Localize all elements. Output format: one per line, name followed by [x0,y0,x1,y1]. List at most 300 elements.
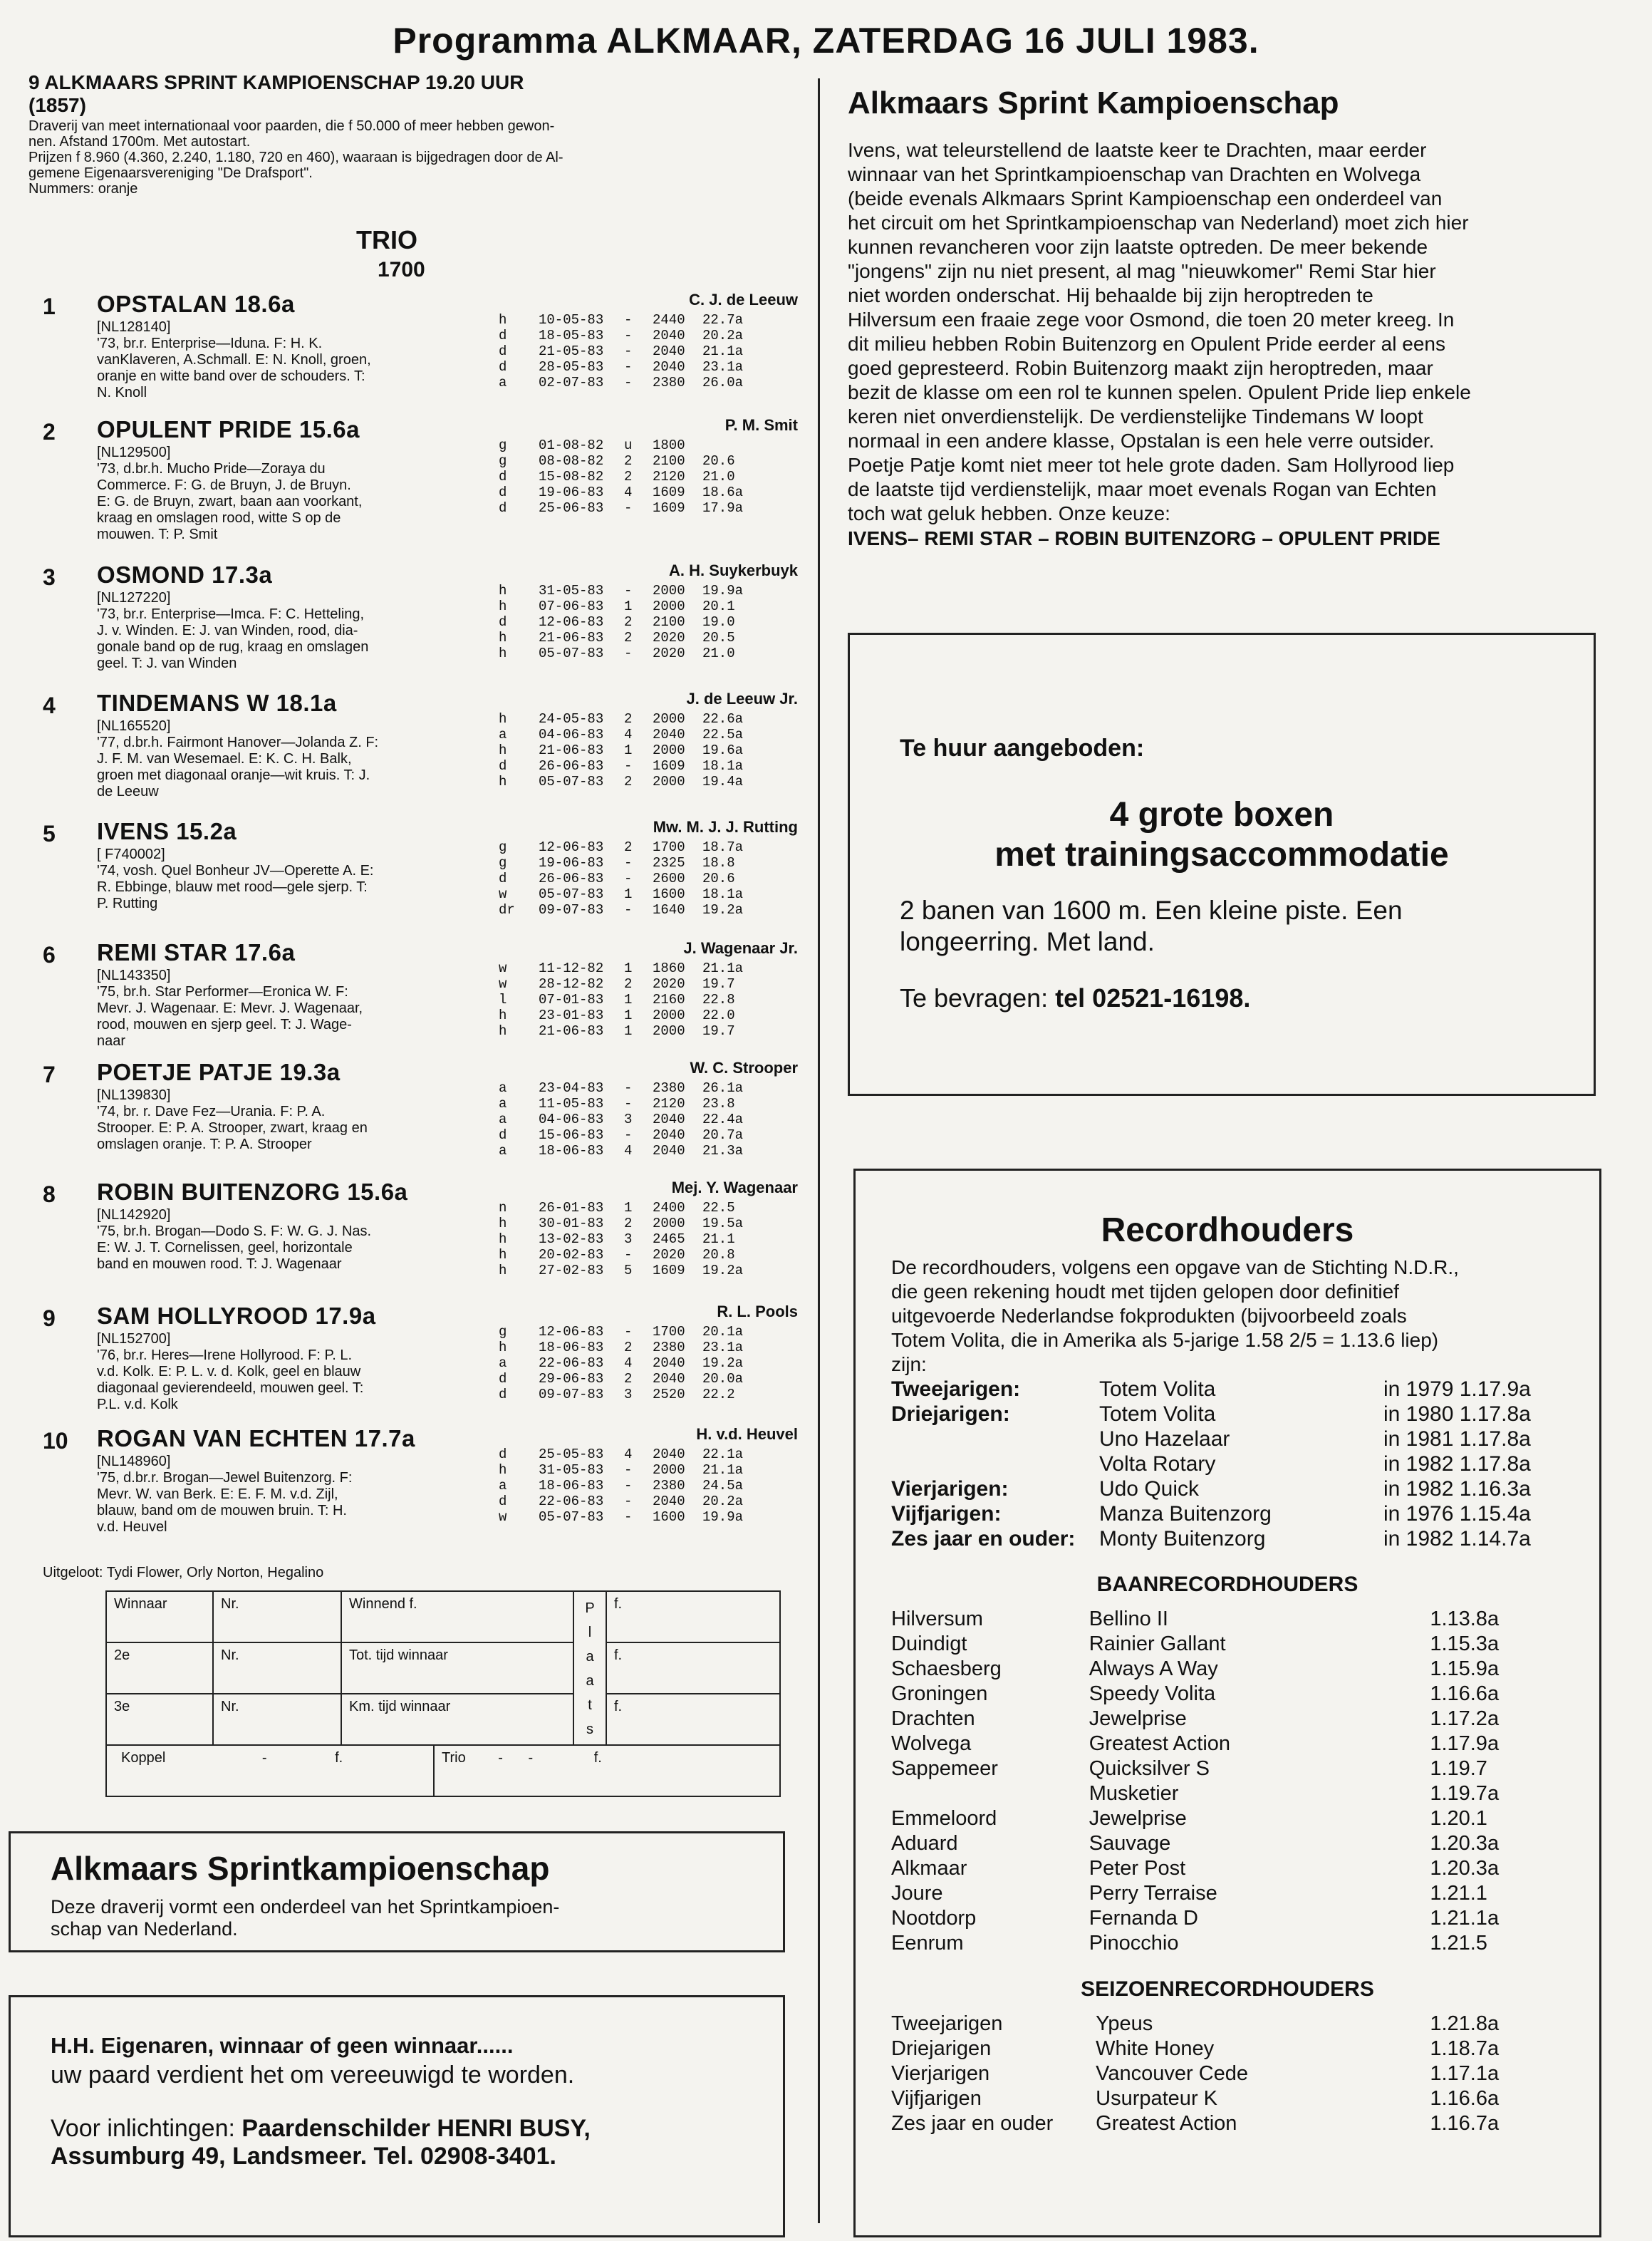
entry-number: 2 [43,419,56,445]
record-horse: Usurpateur K [1096,2087,1217,2110]
age-record-row [891,1427,1564,1451]
record-horse: Musketier [1089,1782,1179,1805]
track-code: d [499,1387,507,1402]
record-horse: Vancouver Cede [1096,2062,1249,2085]
race-distance: 2440 [653,312,685,328]
race-distance: 2120 [653,1096,685,1112]
placing: 2 [624,453,633,469]
race-date: 29-06-83 [539,1371,604,1387]
record-time: 1.15.3a [1430,1632,1500,1655]
performance-row [499,1494,798,1509]
winner-nr-cell [214,1592,342,1643]
koppel-cell [107,1746,435,1797]
race-date: 22-06-83 [539,1355,604,1371]
track-code: a [499,375,507,390]
performance-row [499,886,798,902]
placing: 2 [624,976,633,992]
performance-row [499,438,798,453]
placing: 2 [624,614,633,630]
track-code: h [499,1216,507,1231]
trio-f: f. [593,1750,602,1766]
race-distance: 2040 [653,1446,685,1462]
description-line: [NL129500] [97,445,171,460]
trainer-name: H. v.d. Heuvel [696,1425,798,1443]
race-distance: 2040 [653,1355,685,1371]
track-code: w [499,961,507,976]
track-code: h [499,1231,507,1247]
description-line: omslagen oranje. T: P. A. Strooper [97,1137,312,1152]
race-time: 21.0 [702,646,735,661]
performance-row [499,774,798,790]
record-time: 1.20.3a [1430,1857,1500,1880]
track-code: w [499,976,507,992]
age-record-row [891,1377,1564,1402]
painter-ad-line1: H.H. Eigenaren, winnaar of geen winnaar...... [51,2033,514,2058]
race-distance: 2100 [653,614,685,630]
description-line: [ F740002] [97,847,165,862]
article-line: toch wat geluk hebben. Onze keuze: [848,502,1170,524]
record-time: 1.16.6a [1430,1682,1500,1705]
performance-list [499,839,798,918]
track-code: a [499,1143,507,1159]
record-time: 1.17.2a [1430,1707,1500,1730]
race-date: 11-05-83 [539,1096,604,1112]
track-code: h [499,1023,507,1039]
placing: 2 [624,1371,633,1387]
description-line: [NL152700] [97,1331,171,1347]
horse-description [97,847,517,912]
performance-row [499,961,798,976]
performance-row [499,1143,798,1159]
age-category: Tweejarigen [891,2012,1003,2035]
age-category [891,1451,1099,1476]
place-letter: a [586,1673,594,1689]
rental-ad-headline-1: 4 grote boxen [1109,796,1334,834]
article-pick: IVENS– REMI STAR – ROBIN BUITENZORG – OPULENT PRIDE [848,527,1440,549]
performance-row [499,1127,798,1143]
race-time: 20.1a [702,1324,744,1340]
track-code: d [499,871,507,886]
sprint-info-box [9,1831,785,1952]
age-category: Vijfjarigen: [891,1502,1002,1526]
km-time-cell [342,1694,574,1746]
track-code: d [499,500,507,516]
performance-row [499,375,798,390]
article-title: Alkmaars Sprint Kampioenschap [848,86,1339,120]
description-line: [NL143350] [97,968,171,983]
race-distance: 2040 [653,1494,685,1509]
race-time: 23.1a [702,1340,744,1355]
placing: 1 [624,1023,633,1039]
description-line: '75, d.br.r. Brogan—Jewel Buitenzorg. F: [97,1470,353,1486]
race-date: 13-02-83 [539,1231,604,1247]
performance-row [499,599,798,614]
race-distance: 2000 [653,711,685,727]
koppel-f: f. [335,1750,343,1766]
record-horse: Sauvage [1089,1832,1171,1855]
place-letter: P [585,1600,595,1616]
track-name [891,1781,1089,1806]
race-distance: 2000 [653,599,685,614]
description-line: E: G. de Bruyn, zwart, baan aan voorkant, [97,494,363,509]
winner-label: Winnaar [114,1596,167,1612]
painter-ad-address: Assumburg 49, Landsmeer. Tel. 02908-3401. [51,2143,556,2170]
track-code: a [499,727,507,742]
record-horse: Rainier Gallant [1089,1632,1226,1655]
description-line: [NL165520] [97,718,171,734]
rental-ad-detail-1: 2 banen van 1600 m. Een kleine piste. Een [900,896,1403,925]
performance-row [499,485,798,500]
season-records-heading: SEIZOENRECORDHOUDERS [1081,1977,1374,2001]
race-distance: 2000 [653,1216,685,1231]
race-time: 21.0 [702,469,735,485]
race-date: 12-06-83 [539,839,604,855]
track-name: Nootdorp [891,1907,977,1930]
nr-label: Nr. [221,1596,239,1612]
article-line: (beide evenals Alkmaars Sprint Kampioenschap een onderdeel van [848,187,1443,209]
race-time: 19.2a [702,1263,744,1278]
performance-row [499,1080,798,1096]
track-code: w [499,1509,507,1525]
track-code: g [499,839,507,855]
race-time: 20.6 [702,453,735,469]
performance-row [499,855,798,871]
entry-4 [43,690,798,818]
track-code: dr [499,902,515,918]
trio-label: Trio [442,1750,466,1766]
description-line: Mevr. W. van Berk. E: E. F. M. v.d. Zijl, [97,1486,338,1502]
third-nr-cell [214,1694,342,1746]
age-record-row [891,1451,1564,1476]
placing: - [624,758,633,774]
track-name: Emmeloord [891,1807,997,1830]
track-code: h [499,630,507,646]
race-time: 22.4a [702,1112,744,1127]
season-record-row [891,2086,1564,2111]
performance-list [499,711,798,790]
record-time: in 1976 1.15.4a [1383,1502,1531,1526]
placing: 4 [624,1143,633,1159]
description-line: diagonaal gevierendeeld, mouwen geel. T: [97,1380,364,1396]
place-letter: t [588,1697,592,1713]
race-distance: 2000 [653,1008,685,1023]
trainer-name: P. M. Smit [724,416,798,434]
race-distance: 2040 [653,343,685,359]
track-code: d [499,469,507,485]
track-code: d [499,328,507,343]
article-line: winnaar van het Sprintkampioenschap van Drachten en Wolvega [848,163,1421,185]
placing: 5 [624,1263,633,1278]
race-date: 18-06-83 [539,1478,604,1494]
placing: - [624,855,633,871]
performance-row [499,839,798,855]
record-horse: Greatest Action [1089,1732,1231,1755]
performance-row [499,711,798,727]
track-code: g [499,1324,507,1340]
records-intro-line: die geen rekening houdt met tijden gelopen door definitief [891,1280,1399,1303]
race-date: 19-06-83 [539,485,604,500]
entry-3 [43,561,798,690]
performance-row [499,1112,798,1127]
season-records [891,2012,1564,2136]
performance-row [499,312,798,328]
race-date: 05-07-83 [539,886,604,902]
race-date: 10-05-83 [539,312,604,328]
race-distance: 2040 [653,328,685,343]
records-intro-line: Totem Volita, die in Amerika als 5-jarige 1.58 2/5 = 1.13.6 liep) [891,1329,1439,1351]
record-time: 1.21.1a [1430,1907,1500,1930]
description-line: de Leeuw [97,784,159,799]
track-code: h [499,1462,507,1478]
track-code: d [499,614,507,630]
season-record-row [891,2061,1564,2086]
horse-description [97,1207,517,1273]
record-time: in 1980 1.17.8a [1383,1402,1531,1426]
track-name: Schaesberg [891,1657,1002,1680]
performance-row [499,500,798,516]
placing: 1 [624,1200,633,1216]
entry-2 [43,416,798,544]
description-line: blauw, band om de mouwen bruin. T: H. [97,1503,347,1518]
race-time: 22.5a [702,727,744,742]
performance-row [499,1355,798,1371]
track-record-row [891,1632,1564,1657]
article-line: keren niet onverdienstelijk. De verdienstelijke Tindemans W loopt [848,405,1423,428]
race-time: 18.7a [702,839,744,855]
trainer-name: Mw. M. J. J. Rutting [653,818,798,836]
track-record-row [891,1906,1564,1931]
placing: - [624,871,633,886]
race-time: 19.2a [702,902,744,918]
performance-list [499,961,798,1039]
race-time: 20.2a [702,1494,744,1509]
entry-number: 1 [43,294,56,319]
performance-row [499,343,798,359]
track-name: Joure [891,1882,943,1905]
placing: - [624,1478,633,1494]
article-line: bezit de klasse om een rol te kunnen spelen. Opulent Pride liep enkele [848,381,1471,403]
placing: u [624,438,633,453]
race-distance: 1700 [653,839,685,855]
horse-name: TINDEMANS W 18.1a [97,690,337,716]
track-code: h [499,1008,507,1023]
description-line: J. v. Winden. E: J. van Winden, rood, dia- [97,623,358,638]
nr-label: Nr. [221,1699,239,1714]
horse-name: ROGAN VAN ECHTEN 17.7a [97,1425,415,1451]
placing: - [624,343,633,359]
track-record-row [891,1931,1564,1956]
description-line: '77, d.br.h. Fairmont Hanover—Jolanda Z. F: [97,735,379,750]
race-time: 21.3a [702,1143,744,1159]
race-distance: 1700 [378,258,425,281]
article-line: Poetje Patje komt niet meer tot hele grote daden. Sam Hollyrood liep [848,454,1455,476]
track-code: a [499,1478,507,1494]
age-record-row [891,1526,1564,1551]
record-time: 1.20.3a [1430,1832,1500,1855]
race-distance: 2000 [653,774,685,790]
performance-row [499,1446,798,1462]
track-code: w [499,886,507,902]
race-distance: 1609 [653,1263,685,1278]
description-line: E: W. J. T. Cornelissen, geel, horizontale [97,1240,353,1256]
placing: 1 [624,742,633,758]
placing: 2 [624,774,633,790]
track-code: h [499,599,507,614]
payout-f: f. [614,1596,623,1612]
race-date: 20-02-83 [539,1247,604,1263]
column-divider [818,78,820,2223]
sprint-info-line: schap van Nederland. [51,1918,238,1940]
performance-row [499,1509,798,1525]
record-horse: Greatest Action [1096,2112,1237,2135]
description-line: P. Rutting [97,896,158,911]
record-horse: White Honey [1096,2037,1215,2060]
race-distance: 2120 [653,469,685,485]
performance-row [499,453,798,469]
track-record-row [891,1732,1564,1756]
race-time: 26.0a [702,375,744,390]
placing: - [624,1324,633,1340]
entry-6 [43,939,798,1067]
description-line: '75, br.h. Brogan—Dodo S. F: W. G. J. Nas. [97,1223,372,1239]
winner-payout-cell [342,1592,574,1643]
entry-number: 7 [43,1062,56,1087]
record-time: 1.16.6a [1430,2087,1500,2110]
track-code: n [499,1200,507,1216]
record-time: 1.13.8a [1430,1608,1500,1630]
rental-ad-details [900,895,1544,958]
race-time: 23.8 [702,1096,735,1112]
race-time: 17.9a [702,500,744,516]
description-line: P.L. v.d. Kolk [97,1397,178,1412]
track-code: d [499,1371,507,1387]
painter-ad-line2: uw paard verdient het om vereeuwigd te worden. [51,2061,575,2089]
race-distance: 2040 [653,1143,685,1159]
race-date: 21-06-83 [539,742,604,758]
performance-row [499,1387,798,1402]
placing: - [624,312,633,328]
placing: 3 [624,1112,633,1127]
entry-10 [43,1425,798,1553]
track-code: g [499,438,507,453]
race-date: 18-05-83 [539,328,604,343]
entry-7 [43,1059,798,1187]
placing: - [624,375,633,390]
performance-row [499,1247,798,1263]
placing: 1 [624,961,633,976]
age-record-row [891,1501,1564,1526]
performance-row [499,1216,798,1231]
description-line: band en mouwen rood. T: J. Wagenaar [97,1256,342,1272]
rental-ad-headline [900,795,1544,875]
performance-row [499,469,798,485]
track-name: Eenrum [891,1932,964,1955]
race-time: 21.1a [702,1462,744,1478]
trainer-name: Mej. Y. Wagenaar [671,1179,798,1196]
track-code: d [499,1494,507,1509]
track-record-row [891,1831,1564,1856]
race-time [702,438,767,453]
race-date: 23-01-83 [539,1008,604,1023]
record-horse: Perry Terraise [1089,1882,1217,1905]
painter-ad-line3 [51,2115,743,2143]
race-date: 28-05-83 [539,359,604,375]
place-letter: a [586,1649,594,1665]
race-time: 21.1a [702,343,744,359]
performance-row [499,328,798,343]
performance-list [499,583,798,661]
placing: - [624,1462,633,1478]
track-code: a [499,1080,507,1096]
race-time: 19.9a [702,1509,744,1525]
placing: 2 [624,711,633,727]
preview-article [848,86,1603,550]
second-nr-cell [214,1643,342,1694]
koppel-dash: - [261,1750,267,1766]
horse-name: OPSTALAN 18.6a [97,291,295,317]
race-date: 22-06-83 [539,1494,604,1509]
race-date: 25-05-83 [539,1446,604,1462]
description-line: '73, br.r. Enterprise—Imca. F: C. Hetteling, [97,606,365,622]
record-horse: Jewelprise [1089,1707,1187,1730]
performance-row [499,1462,798,1478]
age-category: Zes jaar en ouder: [891,1527,1076,1551]
rental-ad-detail-2: longeerring. Met land. [900,927,1155,956]
article-line: Hilversum een fraaie zege voor Osmond, die toen 20 meter kreeg. In [848,309,1455,331]
performance-list [499,1324,798,1402]
race-time: 21.1 [702,1231,735,1247]
article-line: niet worden onderschat. Hij behaalde bij zijn heroptreden te [848,284,1373,306]
total-time-cell [342,1643,574,1694]
race-time: 22.2 [702,1387,735,1402]
track-code: d [499,1127,507,1143]
track-code: d [499,1446,507,1462]
record-time: 1.17.9a [1430,1732,1500,1755]
place-payout-2 [607,1643,781,1694]
entry-number: 4 [43,693,56,718]
track-code: a [499,1096,507,1112]
horse-name: ROBIN BUITENZORG 15.6a [97,1179,408,1205]
trio-dash: - [528,1750,534,1766]
entry-5 [43,818,798,946]
placing: - [624,328,633,343]
horse-name: POETJE PATJE 19.3a [97,1059,341,1085]
race-time: 19.7 [702,976,735,992]
place-letter: s [586,1722,593,1737]
record-horse: Quicksilver S [1089,1757,1210,1780]
track-code: h [499,774,507,790]
race-date: 31-05-83 [539,583,604,599]
performance-row [499,630,798,646]
race-time: 20.2a [702,328,744,343]
race-distance: 2020 [653,646,685,661]
horse-name: REMI STAR 17.6a [97,939,296,966]
second-label-cell [107,1643,214,1694]
race-condition-line: Prijzen f 8.960 (4.360, 2.240, 1.180, 720 en 460), waaraan is bijgedragen door de Al- [28,150,563,165]
placing: 3 [624,1231,633,1247]
bet-type: TRIO [356,225,417,254]
race-conditions [28,118,784,197]
race-time: 18.1a [702,758,744,774]
track-records-heading: BAANRECORDHOUDERS [1096,1573,1359,1596]
race-time: 22.6a [702,711,744,727]
race-distance: 2600 [653,871,685,886]
trainer-name: J. de Leeuw Jr. [686,690,798,708]
race-time: 20.8 [702,1247,735,1263]
description-line: groen met diagonaal oranje—wit kruis. T: J. [97,767,370,783]
description-line: vanKlaveren, A.Schmall. E: N. Knoll, groen, [97,352,371,368]
winning-payout-label: Winnend f. [349,1596,417,1612]
